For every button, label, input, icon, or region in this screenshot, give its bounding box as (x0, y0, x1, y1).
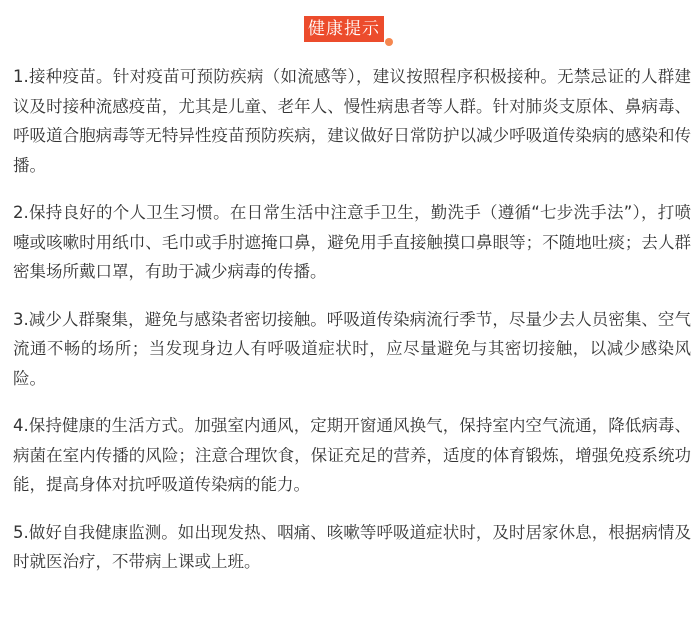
tip-paragraph-4: 4.保持健康的生活方式。加强室内通风，定期开窗通风换气，保持室内空气流通，降低病毒、病菌在室内传播的风险；注意合理饮食，保证充足的营养，适度的体育锻炼，增强免疫系统功能，提高身体对抗呼吸道传染病的能力。 (13, 416, 691, 494)
title-dot-decoration (385, 38, 393, 46)
article-body (13, 62, 691, 595)
tip-paragraph-2: 2.保持良好的个人卫生习惯。在日常生活中注意手卫生，勤洗手（遵循“七步洗手法”），打喷嚏或咳嗽时用纸巾、毛巾或手肘遮掩口鼻，避免用手直接触摸口鼻眼等；不随地吐痰；去人群密集场所戴口罩，有助于减少病毒的传播。 (13, 203, 691, 281)
title-wrap (304, 16, 384, 44)
tip-paragraph-5: 5.做好自我健康监测。如出现发热、咽痛、咳嗽等呼吸道症状时，及时居家休息，根据病情及时就医治疗，不带病上课或上班。 (13, 522, 691, 571)
header (0, 0, 700, 60)
page-title: 健康提示 (304, 16, 384, 42)
tip-paragraph-1: 1.接种疫苗。针对疫苗可预防疾病（如流感等），建议按照程序积极接种。无禁忌证的人群建议及时接种流感疫苗，尤其是儿童、老年人、慢性病患者等人群。针对肺炎支原体、鼻病毒、呼吸道合胞病毒等无特异性疫苗预防疾病，建议做好日常防护以减少呼吸道传染病的感染和传播。 (13, 67, 691, 175)
tip-paragraph-3: 3.减少人群聚集，避免与感染者密切接触。呼吸道传染病流行季节，尽量少去人员密集、空气流通不畅的场所；当发现身边人有呼吸道症状时，应尽量避免与其密切接触，以减少感染风险。 (13, 309, 691, 388)
